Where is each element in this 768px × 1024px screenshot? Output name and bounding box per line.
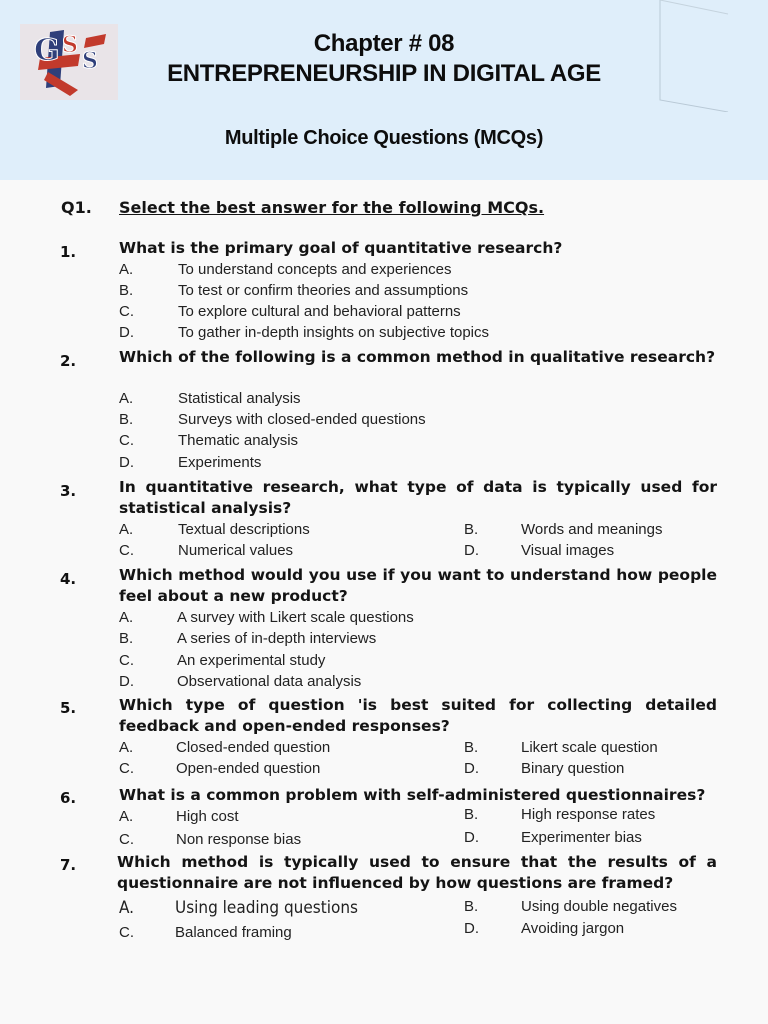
option-letter: B. xyxy=(464,806,479,823)
option-letter: B. xyxy=(464,521,479,538)
option-text: A series of in-depth interviews xyxy=(177,630,377,647)
question-text: Which of the following is a common method in qualitative research? xyxy=(119,348,716,366)
option-text: Textual descriptions xyxy=(178,521,310,538)
option-letter: D. xyxy=(464,542,479,559)
question-number: 7. xyxy=(60,856,77,874)
page-corner-decoration xyxy=(658,0,730,112)
option-letter: C. xyxy=(119,924,134,941)
option-text: High cost xyxy=(176,808,239,825)
option-letter: D. xyxy=(464,829,479,846)
option-text: Statistical analysis xyxy=(178,390,301,407)
option-letter: C. xyxy=(119,542,134,559)
option-letter: A. xyxy=(119,739,134,756)
option-text: Words and meanings xyxy=(521,521,663,538)
option-letter: D. xyxy=(119,673,134,690)
option-text: Open-ended question xyxy=(176,760,321,777)
option-text: To gather in-depth insights on subjective topics xyxy=(178,324,490,341)
option-letter: C. xyxy=(119,652,134,669)
question-number: 2. xyxy=(60,352,77,370)
option-text: Numerical values xyxy=(178,542,294,559)
question-text: What is a common problem with self-administered questionnaires? xyxy=(119,786,706,804)
option-letter: B. xyxy=(119,411,134,428)
option-text: Thematic analysis xyxy=(178,432,299,449)
option-text: Balanced framing xyxy=(175,924,292,941)
option-text: Visual images xyxy=(521,542,615,559)
question-number: 3. xyxy=(60,482,77,500)
option-letter: D. xyxy=(464,920,479,937)
option-letter: C. xyxy=(119,760,134,777)
svg-text:G: G xyxy=(34,33,60,68)
option-text: To explore cultural and behavioral patterns xyxy=(178,303,461,320)
option-text: High response rates xyxy=(521,806,656,823)
option-letter: C. xyxy=(119,432,134,449)
option-letter: D. xyxy=(464,760,479,777)
option-letter: C. xyxy=(119,831,134,848)
svg-text:S: S xyxy=(62,32,78,58)
question-text: Which method would you use if you want to understand how people feel about a new product? xyxy=(119,566,717,605)
option-letter: A. xyxy=(119,898,135,918)
section-subtitle: Multiple Choice Questions (MCQs) xyxy=(224,127,544,149)
option-text: Observational data analysis xyxy=(177,673,362,690)
option-text: Using leading questions xyxy=(175,898,358,918)
page-header xyxy=(0,0,768,180)
option-text: To test or confirm theories and assumptions xyxy=(178,282,469,299)
question-text: What is the primary goal of quantitative research? xyxy=(119,239,563,257)
option-letter: B. xyxy=(119,630,134,647)
question-number: 6. xyxy=(60,789,77,807)
option-letter: D. xyxy=(119,324,134,341)
option-letter: A. xyxy=(119,609,134,626)
svg-text:S: S xyxy=(82,48,98,74)
option-text: To understand concepts and experiences xyxy=(178,261,452,278)
question-text: Which type of question 'is best suited for collecting detailed feedback and open-ended responses? xyxy=(119,696,717,735)
option-text: Surveys with closed-ended questions xyxy=(178,411,426,428)
option-text: Likert scale question xyxy=(521,739,658,756)
option-letter: A. xyxy=(119,390,134,407)
chapter-title: ENTREPRENEURSHIP IN DIGITAL AGE xyxy=(167,60,601,87)
question-text: In quantitative research, what type of data is typically used for statistical analysis? xyxy=(119,478,717,517)
option-text: Using double negatives xyxy=(521,898,677,915)
option-letter: D. xyxy=(119,454,134,471)
option-text: An experimental study xyxy=(177,652,326,669)
option-text: Avoiding jargon xyxy=(521,920,625,937)
section-number: Q1. xyxy=(61,198,92,217)
question-number: 5. xyxy=(60,699,77,717)
option-text: Experimenter bias xyxy=(521,829,642,846)
option-letter: B. xyxy=(119,282,134,299)
option-letter: A. xyxy=(119,808,134,825)
option-letter: B. xyxy=(464,898,479,915)
option-letter: C. xyxy=(119,303,134,320)
option-letter: B. xyxy=(464,739,479,756)
section-instruction: Select the best answer for the following MCQs. xyxy=(119,198,545,217)
option-letter: A. xyxy=(119,521,134,538)
option-text: Non response bias xyxy=(176,831,302,848)
option-text: Experiments xyxy=(178,454,262,471)
option-letter: A. xyxy=(119,261,134,278)
question-number: 4. xyxy=(60,570,77,588)
option-text: A survey with Likert scale questions xyxy=(177,609,414,626)
question-number: 1. xyxy=(60,243,77,261)
question-text: Which method is typically used to ensure that the results of a questionnaire are not influenced by how questions are framed? xyxy=(117,853,717,892)
option-text: Binary question xyxy=(521,760,625,777)
option-text: Closed-ended question xyxy=(176,739,331,756)
chapter-number: Chapter # 08 xyxy=(313,30,455,57)
